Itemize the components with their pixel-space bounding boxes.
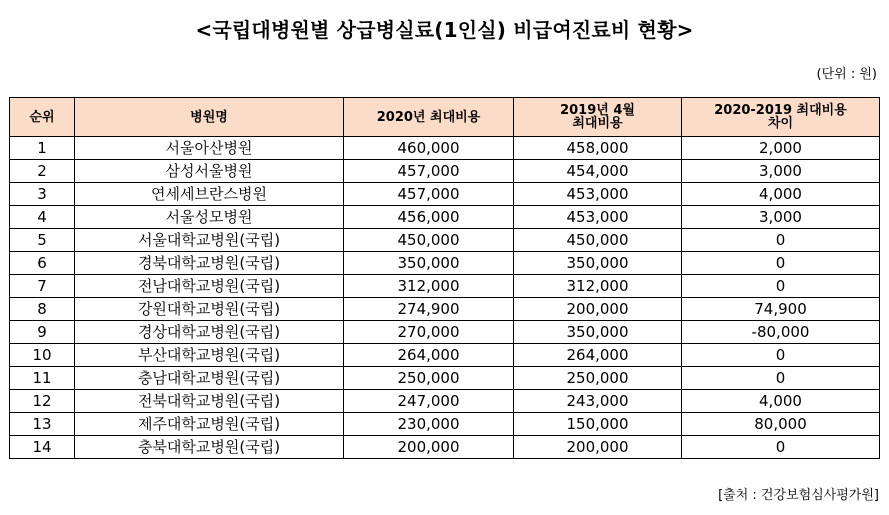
rank-cell: 14	[10, 436, 75, 459]
hospital-cell: 서울아산병원	[75, 137, 344, 160]
hospital-cell: 강원대학교병원(국립)	[75, 298, 344, 321]
hospital-cell: 연세세브란스병원	[75, 183, 344, 206]
unit-note: (단위 : 원)	[816, 67, 877, 82]
cost-2019-cell: 200,000	[514, 436, 682, 459]
table-row	[10, 298, 880, 321]
cost-2019-cell: 350,000	[514, 321, 682, 344]
table-header-row	[10, 98, 880, 137]
table-row	[10, 229, 880, 252]
hospital-cell: 부산대학교병원(국립)	[75, 344, 344, 367]
difference-cell: 3,000	[682, 206, 880, 229]
difference-cell: 0	[682, 229, 880, 252]
cost-2019-cell: 250,000	[514, 367, 682, 390]
cost-2020-cell: 264,000	[344, 344, 514, 367]
table-body	[10, 137, 880, 459]
difference-cell: 3,000	[682, 160, 880, 183]
difference-cell: 0	[682, 252, 880, 275]
table-row	[10, 137, 880, 160]
table-row	[10, 183, 880, 206]
difference-cell: 0	[682, 275, 880, 298]
hospital-cell: 충남대학교병원(국립)	[75, 367, 344, 390]
table-row	[10, 367, 880, 390]
cost-2020-cell: 456,000	[344, 206, 514, 229]
rank-cell: 10	[10, 344, 75, 367]
header-hospital: 병원명	[75, 98, 344, 137]
cost-2019-cell: 350,000	[514, 252, 682, 275]
difference-cell: 0	[682, 344, 880, 367]
page-title: <국립대병원별 상급병실료(1인실) 비급여진료비 현황>	[195, 18, 694, 42]
cost-table	[9, 97, 880, 459]
cost-2020-cell: 460,000	[344, 137, 514, 160]
cost-2020-cell: 250,000	[344, 367, 514, 390]
difference-cell: 4,000	[682, 390, 880, 413]
rank-cell: 8	[10, 298, 75, 321]
rank-cell: 4	[10, 206, 75, 229]
table-row	[10, 206, 880, 229]
difference-cell: 4,000	[682, 183, 880, 206]
table-row	[10, 390, 880, 413]
table-row	[10, 413, 880, 436]
cost-2020-cell: 457,000	[344, 160, 514, 183]
cost-2019-cell: 450,000	[514, 229, 682, 252]
hospital-cell: 삼성서울병원	[75, 160, 344, 183]
rank-cell: 3	[10, 183, 75, 206]
cost-2020-cell: 450,000	[344, 229, 514, 252]
cost-2020-cell: 230,000	[344, 413, 514, 436]
header-2020-max: 2020년 최대비용	[344, 98, 514, 137]
table-row	[10, 344, 880, 367]
cost-2019-cell: 150,000	[514, 413, 682, 436]
cost-2020-cell: 312,000	[344, 275, 514, 298]
table-row	[10, 321, 880, 344]
rank-cell: 5	[10, 229, 75, 252]
difference-cell: -80,000	[682, 321, 880, 344]
cost-2019-cell: 312,000	[514, 275, 682, 298]
hospital-cell: 전북대학교병원(국립)	[75, 390, 344, 413]
hospital-cell: 서울대학교병원(국립)	[75, 229, 344, 252]
rank-cell: 13	[10, 413, 75, 436]
cost-2019-cell: 454,000	[514, 160, 682, 183]
hospital-cell: 전남대학교병원(국립)	[75, 275, 344, 298]
cost-2019-cell: 200,000	[514, 298, 682, 321]
table-row	[10, 275, 880, 298]
rank-cell: 7	[10, 275, 75, 298]
hospital-cell: 제주대학교병원(국립)	[75, 413, 344, 436]
table-row	[10, 160, 880, 183]
cost-2020-cell: 200,000	[344, 436, 514, 459]
rank-cell: 11	[10, 367, 75, 390]
hospital-cell: 경상대학교병원(국립)	[75, 321, 344, 344]
rank-cell: 2	[10, 160, 75, 183]
table-row	[10, 252, 880, 275]
difference-cell: 80,000	[682, 413, 880, 436]
hospital-cell: 서울성모병원	[75, 206, 344, 229]
header-difference: 2020-2019 최대비용 차이	[682, 98, 880, 137]
rank-cell: 6	[10, 252, 75, 275]
cost-2019-cell: 243,000	[514, 390, 682, 413]
hospital-cell: 경북대학교병원(국립)	[75, 252, 344, 275]
header-2019-max: 2019년 4월 최대비용	[514, 98, 682, 137]
difference-cell: 2,000	[682, 137, 880, 160]
rank-cell: 1	[10, 137, 75, 160]
rank-cell: 9	[10, 321, 75, 344]
cost-2020-cell: 457,000	[344, 183, 514, 206]
cost-2019-cell: 264,000	[514, 344, 682, 367]
header-rank: 순위	[10, 98, 75, 137]
difference-cell: 0	[682, 367, 880, 390]
cost-2020-cell: 350,000	[344, 252, 514, 275]
table-row	[10, 436, 880, 459]
cost-2020-cell: 247,000	[344, 390, 514, 413]
hospital-cell: 충북대학교병원(국립)	[75, 436, 344, 459]
cost-2019-cell: 458,000	[514, 137, 682, 160]
cost-2019-cell: 453,000	[514, 183, 682, 206]
difference-cell: 74,900	[682, 298, 880, 321]
rank-cell: 12	[10, 390, 75, 413]
cost-2020-cell: 270,000	[344, 321, 514, 344]
cost-2019-cell: 453,000	[514, 206, 682, 229]
source-note: [출처 : 건강보험심사평가원]	[718, 488, 879, 503]
difference-cell: 0	[682, 436, 880, 459]
cost-2020-cell: 274,900	[344, 298, 514, 321]
